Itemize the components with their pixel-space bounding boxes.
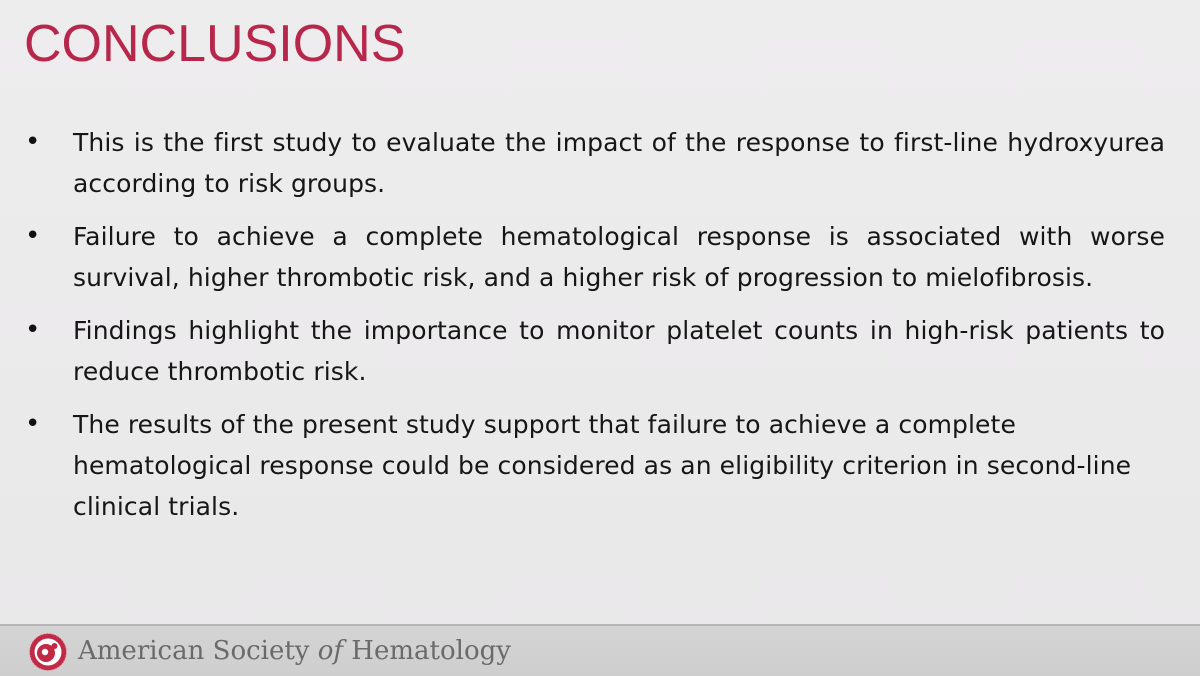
bullet-item [0,216,1200,298]
bullet-text: Findings highlight the importance to monitor platelet counts in high-risk patients to reduce thrombotic risk. [73,316,1165,386]
bullet-list [0,122,1200,539]
bullet-item [0,310,1200,392]
bullet-text: Failure to achieve a complete hematological response is associated with worse survival, higher thrombotic risk, and a higher risk of progression to mielofibrosis. [73,222,1165,292]
organization-name [78,635,511,667]
bullet-dot: • [25,127,41,157]
bullet-text: This is the first study to evaluate the impact of the response to first-line hydroxyurea according to risk groups. [73,128,1165,198]
bullet-dot: • [25,409,41,439]
bullet-item [0,404,1200,527]
ash-blood-cell-logo-icon [28,632,68,672]
organization-name-of: of [317,636,344,666]
footer-bar [0,624,1200,676]
organization-name-part2: Hematology [343,636,511,666]
organization-name-part1: American Society [78,636,318,666]
bullet-dot: • [25,315,41,345]
bullet-text: The results of the present study support that failure to achieve a complete hematological response could be considered as an eligibility criterion in second-line clinical trials. [73,410,1132,521]
bullet-dot: • [25,221,41,251]
slide-title: CONCLUSIONS [24,15,406,73]
bullet-item [0,122,1200,204]
